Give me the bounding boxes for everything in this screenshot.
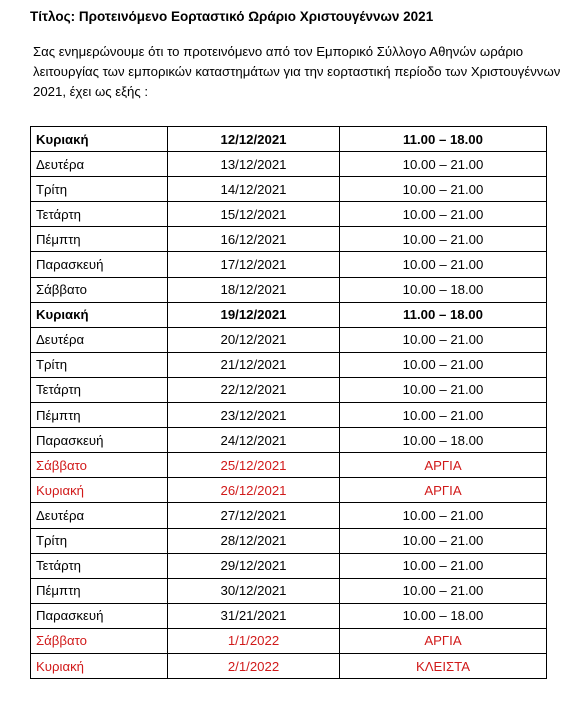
hours-cell: 10.00 – 18.00 [340,428,547,453]
date-cell: 26/12/2021 [168,478,340,503]
table-row [31,152,547,177]
day-cell: Τετάρτη [31,202,168,227]
day-cell: Σάββατο [31,453,168,478]
hours-cell: 10.00 – 18.00 [340,277,547,302]
table-row [31,202,547,227]
day-cell: Τρίτη [31,528,168,553]
hours-cell: ΑΡΓΙΑ [340,628,547,653]
table-row [31,327,547,352]
day-cell: Τετάρτη [31,553,168,578]
intro-line: 2021, έχει ως εξής : [33,84,149,99]
day-cell: Δευτέρα [31,327,168,352]
date-cell: 24/12/2021 [168,428,340,453]
table-row [31,177,547,202]
table-row [31,578,547,603]
hours-cell: 10.00 – 21.00 [340,177,547,202]
date-cell: 17/12/2021 [168,252,340,277]
date-cell: 12/12/2021 [168,127,340,152]
table-row [31,603,547,628]
table-row [31,377,547,402]
day-cell: Κυριακή [31,653,168,678]
schedule-table-body [31,127,547,679]
day-cell: Δευτέρα [31,503,168,528]
hours-cell: 11.00 – 18.00 [340,127,547,152]
day-cell: Κυριακή [31,302,168,327]
hours-cell: 10.00 – 21.00 [340,578,547,603]
day-cell: Παρασκευή [31,252,168,277]
schedule-table [30,126,547,679]
day-cell: Πέμπτη [31,403,168,428]
date-cell: 20/12/2021 [168,327,340,352]
hours-cell: 10.00 – 21.00 [340,252,547,277]
date-cell: 1/1/2022 [168,628,340,653]
day-cell: Δευτέρα [31,152,168,177]
table-row [31,227,547,252]
day-cell: Τετάρτη [31,377,168,402]
date-cell: 29/12/2021 [168,553,340,578]
intro-paragraph [33,42,563,102]
date-cell: 31/21/2021 [168,603,340,628]
date-cell: 18/12/2021 [168,277,340,302]
table-row [31,403,547,428]
document-title: Τίτλος: Προτεινόμενο Εορταστικό Ωράριο Χριστουγέννων 2021 [30,9,434,24]
hours-cell: 10.00 – 21.00 [340,227,547,252]
date-cell: 2/1/2022 [168,653,340,678]
table-row [31,277,547,302]
day-cell: Παρασκευή [31,603,168,628]
table-row [31,553,547,578]
table-row [31,628,547,653]
table-row [31,127,547,152]
hours-cell: 10.00 – 21.00 [340,503,547,528]
hours-cell: 10.00 – 21.00 [340,352,547,377]
day-cell: Σάββατο [31,277,168,302]
table-row [31,503,547,528]
day-cell: Κυριακή [31,127,168,152]
date-cell: 21/12/2021 [168,352,340,377]
table-row [31,252,547,277]
table-row [31,653,547,678]
date-cell: 28/12/2021 [168,528,340,553]
table-row [31,352,547,377]
day-cell: Τρίτη [31,177,168,202]
day-cell: Τρίτη [31,352,168,377]
hours-cell: ΚΛΕΙΣΤΑ [340,653,547,678]
date-cell: 25/12/2021 [168,453,340,478]
hours-cell: 10.00 – 21.00 [340,377,547,402]
date-cell: 30/12/2021 [168,578,340,603]
table-row [31,528,547,553]
table-row [31,302,547,327]
intro-line: λειτουργίας των εμπορικών καταστημάτων για την εορταστική περίοδο των Χριστουγέννων [33,64,561,79]
date-cell: 14/12/2021 [168,177,340,202]
day-cell: Παρασκευή [31,428,168,453]
hours-cell: 10.00 – 18.00 [340,603,547,628]
hours-cell: ΑΡΓΙΑ [340,453,547,478]
day-cell: Κυριακή [31,478,168,503]
day-cell: Πέμπτη [31,578,168,603]
day-cell: Σάββατο [31,628,168,653]
table-row [31,478,547,503]
hours-cell: 10.00 – 21.00 [340,553,547,578]
hours-cell: 11.00 – 18.00 [340,302,547,327]
table-row [31,428,547,453]
date-cell: 23/12/2021 [168,403,340,428]
hours-cell: 10.00 – 21.00 [340,202,547,227]
hours-cell: 10.00 – 21.00 [340,152,547,177]
date-cell: 22/12/2021 [168,377,340,402]
intro-line: Σας ενημερώνουμε ότι το προτεινόμενο από τον Εμπορικό Σύλλογο Αθηνών ωράριο [33,44,524,59]
hours-cell: 10.00 – 21.00 [340,327,547,352]
hours-cell: ΑΡΓΙΑ [340,478,547,503]
date-cell: 19/12/2021 [168,302,340,327]
date-cell: 15/12/2021 [168,202,340,227]
date-cell: 16/12/2021 [168,227,340,252]
date-cell: 27/12/2021 [168,503,340,528]
hours-cell: 10.00 – 21.00 [340,528,547,553]
day-cell: Πέμπτη [31,227,168,252]
date-cell: 13/12/2021 [168,152,340,177]
table-row [31,453,547,478]
hours-cell: 10.00 – 21.00 [340,403,547,428]
